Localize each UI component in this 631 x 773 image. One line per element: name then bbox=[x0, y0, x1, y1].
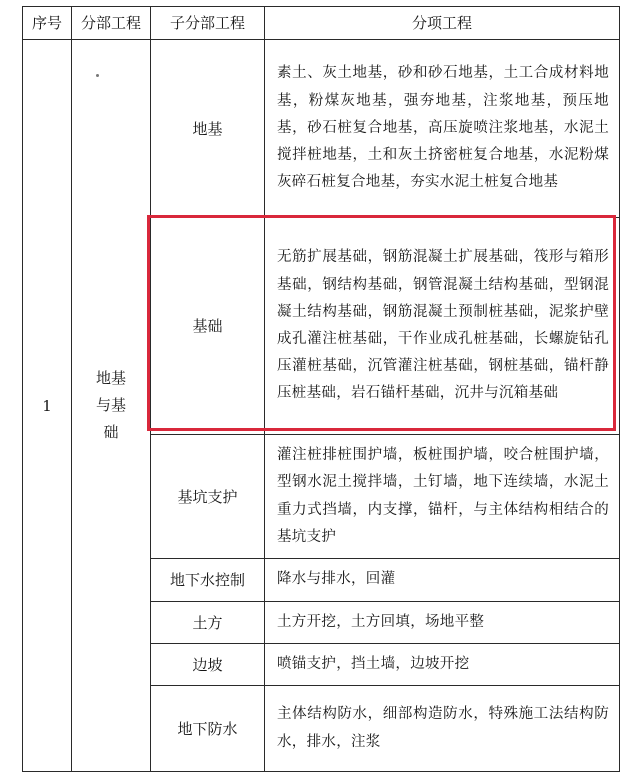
items-cell: 素土、灰土地基，砂和砂石地基，土工合成材料地基，粉煤灰地基，强夯地基，注浆地基，预压地基，砂石桩复合地基，高压旋喷注浆地基，水泥土搅拌桩地基，土和灰土挤密桩复合地基，水泥粉煤灰碎石桩复合地基，夯实水泥土桩复合地基 bbox=[265, 40, 620, 218]
seq-cell: 1 bbox=[23, 40, 72, 772]
items-cell: 无筋扩展基础，钢筋混凝土扩展基础，筏形与箱形基础，钢结构基础，钢管混凝土结构基础，型钢混凝土结构基础，钢筋混凝土预制桩基础，泥浆护壁成孔灌注桩基础，干作业成孔桩基础，长螺旋钻孔压灌桩基础，沉管灌注桩基础，钢桩基础，锚杆静压桩基础，岩石锚杆基础，沉井与沉箱基础 bbox=[265, 218, 620, 435]
subdivision-cell: 边坡 bbox=[151, 644, 265, 686]
table-row bbox=[23, 40, 620, 218]
header-subdivision: 子分部工程 bbox=[151, 7, 265, 40]
subdivision-cell: 基础 bbox=[151, 218, 265, 435]
subdivision-cell: 土方 bbox=[151, 602, 265, 644]
items-cell: 降水与排水，回灌 bbox=[265, 559, 620, 602]
items-cell: 主体结构防水，细部构造防水，特殊施工法结构防水，排水，注浆 bbox=[265, 686, 620, 772]
division-table bbox=[22, 6, 620, 772]
subdivision-cell: 地基 bbox=[151, 40, 265, 218]
header-seq: 序号 bbox=[23, 7, 72, 40]
items-cell: 土方开挖，土方回填，场地平整 bbox=[265, 602, 620, 644]
subdivision-cell: 基坑支护 bbox=[151, 435, 265, 559]
subdivision-cell: 地下防水 bbox=[151, 686, 265, 772]
items-cell: 喷锚支护，挡土墙，边坡开挖 bbox=[265, 644, 620, 686]
header-items: 分项工程 bbox=[265, 7, 620, 40]
header-row bbox=[23, 7, 620, 40]
scan-dot bbox=[96, 74, 99, 77]
header-division: 分部工程 bbox=[72, 7, 151, 40]
division-cell bbox=[72, 40, 151, 772]
division-name: 地基与基础 bbox=[95, 369, 126, 441]
subdivision-cell: 地下水控制 bbox=[151, 559, 265, 602]
items-cell: 灌注桩排桩围护墙，板桩围护墙，咬合桩围护墙，型钢水泥土搅拌墙，土钉墙，地下连续墙，水泥土重力式挡墙，内支撑，锚杆，与主体结构相结合的基坑支护 bbox=[265, 435, 620, 559]
